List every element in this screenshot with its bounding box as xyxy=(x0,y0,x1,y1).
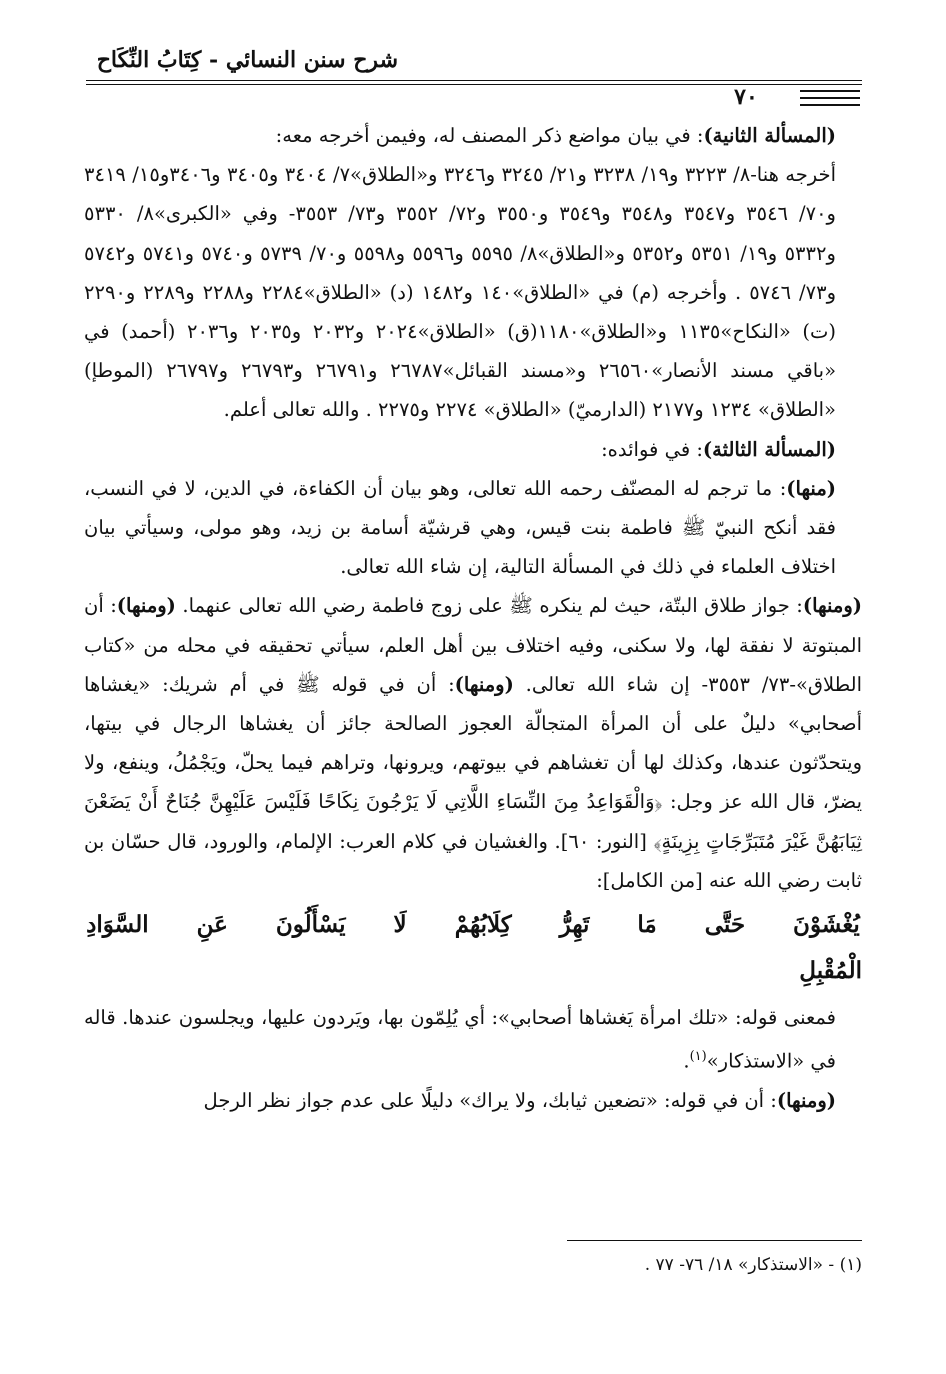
benefit-label: (ومنها) xyxy=(116,594,176,618)
paragraph-benefit-one xyxy=(84,469,862,587)
benefit-label: (ومنها) xyxy=(454,672,514,696)
main-text xyxy=(84,116,862,1120)
verse-second-hemistich: لَا يَسْأَلُونَ عَنِ السَّوَادِ الْمُقْبِلِ xyxy=(86,911,862,985)
benefit-text: : جواز طلاق البتّة، حيث لم ينكره ﷺ على زوج فاطمة رضي الله تعالى عنهما. xyxy=(182,594,803,618)
paragraph-benefits xyxy=(84,586,862,900)
paragraph-issue-two xyxy=(84,116,862,155)
issue-label: (المسألة الثانية) xyxy=(703,124,836,147)
benefit-label: (منها) xyxy=(786,476,836,500)
footnote: (١) - «الاستذكار» ١٨/ ٧٦- ٧٧ . xyxy=(644,1255,862,1275)
benefit-text: : أن في قوله ﷺ في أم شريك: «يغشاها أصحابي» دليلٌ على أن المرأة المتجالّة العجوز الصالحة جائز أن يغشاها الرجال في بيتها، ويتحدّثون عندها، وكذلك لها أن تغشاهم في بيوتهم، ويرونها، وتراهم فيما يحلّ، ويَجْمُلُ، وينفع، ولا يضرّ، قال الله عز وجل: ﴿وَالْقَوَاعِدُ مِنَ النِّسَاءِ اللَّاتِي لَا يَرْجُونَ نِكَاحًا فَلَيْسَ عَلَيْهِنَّ جُنَاحٌ أَنْ يَضَعْنَ ثِيَابَهُنَّ غَيْرَ مُتَبَرِّجَاتٍ بِزِينَةٍ﴾ [النور: ٦٠]. والغشيان في كلام العرب: الإلمام، والورود، قال حسّان بن ثابت رضي الله عنه [من الكامل]: xyxy=(84,672,862,892)
issue-text: : في فوائده: xyxy=(601,437,703,461)
page-number: ٧٠ xyxy=(734,84,758,110)
paragraph-meaning xyxy=(84,998,862,1081)
meaning-end: . xyxy=(683,1049,690,1073)
benefit-text: : ما ترجم له المصنّف رحمه الله تعالى، وهو بيان أن الكفاءة، في الدين، لا في النسب، فقد أنكح النبيّ ﷺ فاطمة بنت قيس، وهي قرشيّة أسامة بن زيد، وهو مولى، وسيأتي بيان اختلاف العلماء في ذلك في المسألة التالية، إن شاء الله تعالى. xyxy=(84,476,836,579)
running-header-title: شرح سنن النسائي - كِتَابُ النِّكَاح xyxy=(96,47,398,73)
benefit-text: : أن المبتوتة لا نفقة لها، ولا سكنى، وفيه اختلاف بين أهل العلم، سيأتي تحقيقه في محله من «كتاب الطلاق»-٧٣/ ٣٥٥٣- إن شاء الله تعالى. xyxy=(84,594,862,696)
paragraph-benefit-last xyxy=(84,1081,862,1120)
footnote-marker: (١) xyxy=(689,1049,707,1065)
issue-text: : في بيان مواضع ذكر المصنف له، وفيمن أخرجه معه: xyxy=(275,124,704,147)
benefit-label: (ومنها) xyxy=(776,1088,836,1112)
footnote-rule xyxy=(567,1240,862,1241)
header-ornament xyxy=(800,90,860,112)
poetry-verse xyxy=(84,902,862,994)
issue-label: (المسألة الثالثة) xyxy=(702,437,836,461)
meaning-text: فمعنى قوله: «تلك امرأة يَغشاها أصحابي»: أي يُلِمّون بها، ويَردون عليها، ويجلسون عندها. قاله في «الاستذكار» xyxy=(84,1006,836,1073)
paragraph-issue-three xyxy=(84,430,862,469)
benefit-text: : أن في قوله: «تضعين ثيابك، ولا يراك» دليلًا على عدم جواز نظر الرجل xyxy=(203,1088,777,1112)
paragraph-sources: أخرجه هنا-٨/ ٣٢٢٣ و١٩/ ٣٢٣٨ و٢١/ ٣٢٤٥ و٣٢٤٦ و«الطلاق»٧/ ٣٤٠٤ و٣٤٠٥ و٣٤٠٦و١٥/ ٣٤١٩ و٧٠/ ٣٥٤٦ و٣٥٤٧ و٣٥٤٨ و٣٥٤٩ و٣٥٥٠ و٧٢/ ٣٥٥٢ و٧٣/ ٣٥٥٣- وفي «الكبرى»٨/ ٥٣٣٠ و٥٣٣٢ و١٩/ ٥٣٥١ و٥٣٥٢ و«الطلاق»٨/ ٥٥٩٥ و٥٥٩٦ و٥٥٩٨ و٧٠/ ٥٧٣٩ و٥٧٤٠ و٥٧٤١ و٥٧٤٢ و٧٣/ ٥٧٤٦ . وأخرجه (م) في «الطلاق»١٤٠ و١٤٨٢ (د) «الطلاق»٢٢٨٤ و٢٢٨٨ و٢٢٨٩ و٢٢٩٠ (ت) «النكاح»١١٣٥ و«الطلاق»١١٨٠(ق) «الطلاق»٢٠٢٤ و٢٠٣٢ و٢٠٣٥ و٢٠٣٦ (أحمد) في «باقي مسند الأنصار»٢٦٥٦٠ و«مسند القبائل»٢٦٧٨٧ و٢٦٧٩١ و٢٦٧٩٣ و٢٦٧٩٧ (الموطإ) «الطلاق» ١٢٣٤ و٢١٧٧ (الدارميّ) «الطلاق» ٢٢٧٤ و٢٢٧٥ . والله تعالى أعلم. xyxy=(84,163,837,422)
benefit-label: (ومنها) xyxy=(802,594,862,618)
verse-first-hemistich: يُغْشَوْنَ حَتَّى مَا تَهِرُّ كِلَابُهُمْ xyxy=(454,911,860,939)
